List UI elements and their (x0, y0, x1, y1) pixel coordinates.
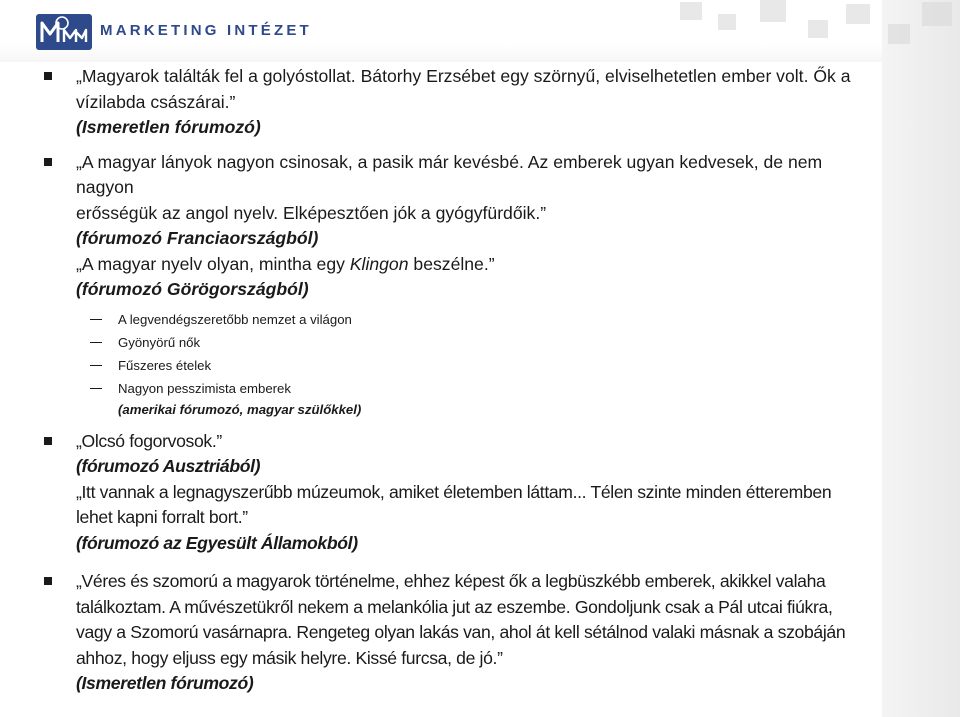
quote-item (44, 569, 884, 697)
dash-icon (90, 365, 102, 367)
quote-line: „Olcsó fogorvosok.” (76, 430, 222, 451)
quote-attribution: (fórumozó Görögországból) (76, 279, 309, 299)
quote-attribution: (Ismeretlen fórumozó) (76, 673, 254, 693)
sub-list-item: Nagyon pesszimista emberek (44, 377, 884, 400)
dash-icon (90, 342, 102, 344)
quote-line: vízilabda császárai.” (76, 91, 236, 112)
right-side-band (882, 0, 960, 717)
quote-line: „Magyarok találták fel a golyóstollat. Bátorhy Erzsébet egy szörnyű, elviselhetetlen ember volt. Ők a (76, 66, 851, 86)
bullet-icon (44, 158, 52, 166)
quote-item (44, 150, 884, 303)
sub-list-item: Fűszeres ételek (44, 354, 884, 377)
quote-line: „A magyar nyelv olyan, mintha egy Klingon beszélne.” (76, 253, 495, 274)
klingon-word: Klingon (349, 253, 409, 274)
quote-line: „A magyar lányok nagyon csinosak, a pasik már kevésbé. Az emberek ugyan kedvesek, de nem nagyon (76, 151, 823, 197)
bullet-icon (44, 577, 52, 585)
dash-icon (90, 319, 102, 321)
sub-list-item: A legvendégszeretőbb nemzet a világon (44, 308, 884, 331)
bullet-icon (44, 72, 52, 80)
dash-icon (90, 388, 102, 390)
quote-line: találkoztam. A művészetükről nekem a melankólia jut az eszembe. Gondoljunk csak a Pál utcai fiúkra, (76, 596, 833, 617)
quote-attribution: (fórumozó Ausztriából) (76, 456, 261, 476)
quote-line: „Véres és szomorú a magyarok történelme, ehhez képest ők a legbüszkébb emberek, akikkel valaha (76, 571, 826, 591)
quote-line: erősségük az angol nyelv. Elképesztően jók a gyógyfürdőik.” (76, 202, 547, 223)
quote-line: vagy a Szomorú vasárnapra. Rengeteg olyan lakás van, ahol át kell sétálnod valaki másnak a szobáján (76, 622, 846, 642)
sub-list-item: Gyönyörű nők (44, 331, 884, 354)
bullet-icon (44, 437, 52, 445)
logo-text: MARKETING INTÉZET (100, 22, 312, 39)
quote-item (44, 64, 884, 141)
quote-line: „Itt vannak a legnagyszerűbb múzeumok, amiket életemben láttam... Télen szinte minden étteremben (76, 481, 832, 502)
decorative-squares (640, 0, 960, 60)
logo-mark-icon (36, 14, 92, 50)
company-logo (36, 12, 312, 52)
quote-line: lehet kapni forralt bort.” (76, 507, 248, 527)
quote-attribution: (Ismeretlen fórumozó) (76, 117, 261, 137)
quote-attribution: (fórumozó az Egyesült Államokból) (76, 532, 358, 553)
slide-content (44, 64, 884, 697)
quote-attribution: (fórumozó Franciaországból) (76, 228, 319, 248)
quote-line: ahhoz, hogy eljuss egy másik helyre. Kissé furcsa, de jó.” (76, 647, 503, 668)
quote-item (44, 429, 884, 557)
sub-attribution: (amerikai fórumozó, magyar szülőkkel) (118, 401, 362, 417)
